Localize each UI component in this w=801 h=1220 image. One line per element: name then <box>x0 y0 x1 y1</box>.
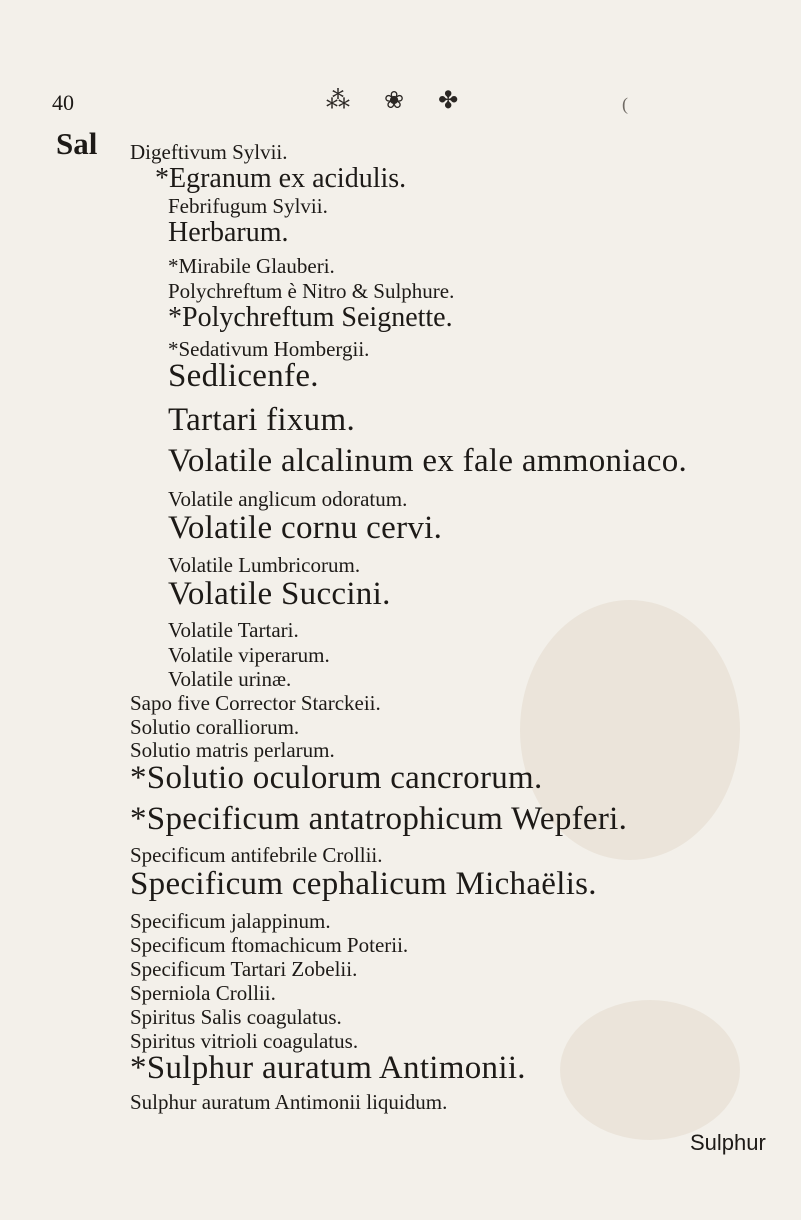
printer-ornament-icons: ⁂ ❀ ✤ <box>326 88 473 114</box>
list-item: Sapo five Corrector Starckeii. <box>130 690 381 715</box>
paper-stain <box>560 1000 740 1140</box>
list-item: Volatile urinæ. <box>168 666 292 691</box>
list-item: Digeftivum Sylvii. <box>130 140 288 164</box>
list-item: Volatile alcalinum ex fale ammoniaco. <box>168 442 688 479</box>
list-item: Specificum Tartari Zobelii. <box>130 956 358 981</box>
list-item: Specificum cephalicum Michaëlis. <box>130 866 597 903</box>
list-item: *Egranum ex acidulis. <box>155 162 407 194</box>
list-item: Volatile Lumbricorum. <box>168 553 361 578</box>
list-item: *Solutio oculorum cancrorum. <box>130 759 543 796</box>
catchword: Sulphur <box>690 1130 766 1155</box>
list-item: *Specificum antatrophicum Wepferi. <box>130 800 628 837</box>
list-item: Specificum ftomachicum Poterii. <box>130 933 409 958</box>
list-item: *Sulphur auratum Antimonii. <box>130 1049 526 1086</box>
ornament-mark: ( <box>622 94 628 114</box>
list-item: Febrifugum Sylvii. <box>168 194 328 219</box>
list-item: Spiritus vitrioli coagulatus. <box>130 1028 359 1053</box>
list-item: Volatile anglicum odoratum. <box>168 486 408 511</box>
list-item: Sulphur auratum Antimonii liquidum. <box>130 1090 448 1114</box>
list-item: Volatile Succini. <box>168 575 391 612</box>
list-item: Polychreftum è Nitro & Sulphure. <box>168 278 455 303</box>
section-rubric: Sal <box>56 126 98 161</box>
list-item: *Sedativum Hombergii. <box>168 337 370 362</box>
list-item: Specificum jalappinum. <box>130 909 331 934</box>
list-item: Sperniola Crollii. <box>130 980 276 1005</box>
list-item: Sedlicenfe. <box>168 358 319 395</box>
list-item: Specificum antifebrile Crollii. <box>130 843 383 868</box>
list-item: Volatile Tartari. <box>168 618 299 643</box>
list-item: *Polychreftum Seignette. <box>168 302 453 334</box>
list-item: Volatile viperarum. <box>168 642 330 667</box>
list-item: Spiritus Salis coagulatus. <box>130 1004 342 1029</box>
list-item: Solutio coralliorum. <box>130 714 300 739</box>
list-item: Solutio matris perlarum. <box>130 738 335 763</box>
list-item: *Mirabile Glauberi. <box>168 253 335 278</box>
list-item: Volatile cornu cervi. <box>168 509 443 546</box>
page-header <box>0 86 801 126</box>
page-number: 40 <box>52 90 74 115</box>
list-item: Tartari fixum. <box>168 401 355 438</box>
list-item: Herbarum. <box>168 217 289 249</box>
